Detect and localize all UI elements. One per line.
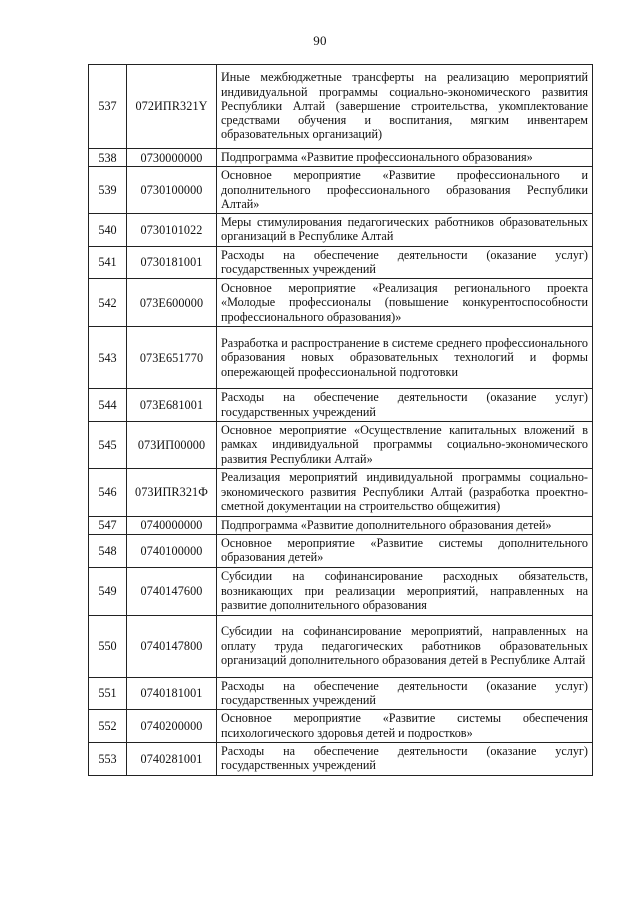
row-number: 551 [89,677,127,710]
table-row [89,567,593,615]
table-row [89,327,593,389]
budget-code: 073E681001 [127,389,217,422]
budget-code: 0740000000 [127,516,217,534]
item-name: Разработка и распространение в системе среднего профессионального образования новых образовательных технологий и формы опережающей профессиональной подготовки [217,327,593,389]
table-row [89,167,593,214]
row-number: 546 [89,468,127,516]
item-name: Иные межбюджетные трансферты на реализацию мероприятий индивидуальной программы социально-экономического развития Республики Алтай (завершение строительства, укомплектование средствами обучения и воспитания, мягким инвентарем образовательных организаций) [217,65,593,149]
row-number: 553 [89,742,127,775]
row-number: 552 [89,710,127,743]
table-row [89,149,593,167]
budget-code: 073ИПR321Ф [127,468,217,516]
item-name: Расходы на обеспечение деятельности (оказание услуг) государственных учреждений [217,389,593,422]
budget-code: 0730181001 [127,246,217,279]
table-row [89,516,593,534]
item-name: Субсидии на софинансирование расходных обязательств, возникающих при реализации мероприятий, направленных на развитие дополнительного образования [217,567,593,615]
row-number: 547 [89,516,127,534]
budget-code: 0740181001 [127,677,217,710]
item-name: Основное мероприятие «Осуществление капитальных вложений в рамках индивидуальной программы социально-экономического развития Республики Алтай» [217,421,593,468]
budget-code: 0730000000 [127,149,217,167]
budget-code: 0730101022 [127,214,217,247]
item-name: Основное мероприятие «Развитие системы обеспечения психологического здоровья детей и подростков» [217,710,593,743]
item-name: Основное мероприятие «Развитие профессионального и дополнительного профессионального образования Республики Алтай» [217,167,593,214]
table-row [89,279,593,327]
table-row [89,421,593,468]
item-name: Подпрограмма «Развитие профессионального образования» [217,149,593,167]
row-number: 541 [89,246,127,279]
page-number: 90 [313,33,327,48]
item-name: Реализация мероприятий индивидуальной программы социально-экономического развития Республики Алтай (разработка проектно-сметной документации на строительство общежития) [217,468,593,516]
budget-code: 072ИПR321Y [127,65,217,149]
item-name: Основное мероприятие «Реализация регионального проекта «Молодые профессионалы (повышение конкурентоспособности профессионального образования)» [217,279,593,327]
table-row [89,535,593,568]
row-number: 542 [89,279,127,327]
table-row [89,615,593,677]
budget-code: 073ИП00000 [127,421,217,468]
budget-code: 0740147800 [127,615,217,677]
row-number: 544 [89,389,127,422]
table-row [89,389,593,422]
row-number: 538 [89,149,127,167]
budget-code: 0740281001 [127,742,217,775]
table-row [89,677,593,710]
table-row [89,65,593,149]
table-row [89,710,593,743]
budget-code: 073E600000 [127,279,217,327]
table-row [89,246,593,279]
budget-code: 0740100000 [127,535,217,568]
budget-code: 0740200000 [127,710,217,743]
item-name: Меры стимулирования педагогических работников образовательных организаций в Республике Алтай [217,214,593,247]
row-number: 537 [89,65,127,149]
table-row [89,742,593,775]
budget-code: 073E651770 [127,327,217,389]
table-body [89,65,593,776]
item-name: Субсидии на софинансирование мероприятий, направленных на оплату труда педагогических работников образовательных организаций дополнительного образования детей в Республике Алтай [217,615,593,677]
table-row [89,214,593,247]
row-number: 539 [89,167,127,214]
row-number: 543 [89,327,127,389]
budget-code: 0730100000 [127,167,217,214]
item-name: Основное мероприятие «Развитие системы дополнительного образования детей» [217,535,593,568]
item-name: Расходы на обеспечение деятельности (оказание услуг) государственных учреждений [217,677,593,710]
row-number: 540 [89,214,127,247]
row-number: 545 [89,421,127,468]
budget-code-table [88,64,593,776]
row-number: 550 [89,615,127,677]
item-name: Подпрограмма «Развитие дополнительного образования детей» [217,516,593,534]
item-name: Расходы на обеспечение деятельности (оказание услуг) государственных учреждений [217,246,593,279]
item-name: Расходы на обеспечение деятельности (оказание услуг) государственных учреждений [217,742,593,775]
row-number: 549 [89,567,127,615]
table-row [89,468,593,516]
row-number: 548 [89,535,127,568]
budget-code: 0740147600 [127,567,217,615]
